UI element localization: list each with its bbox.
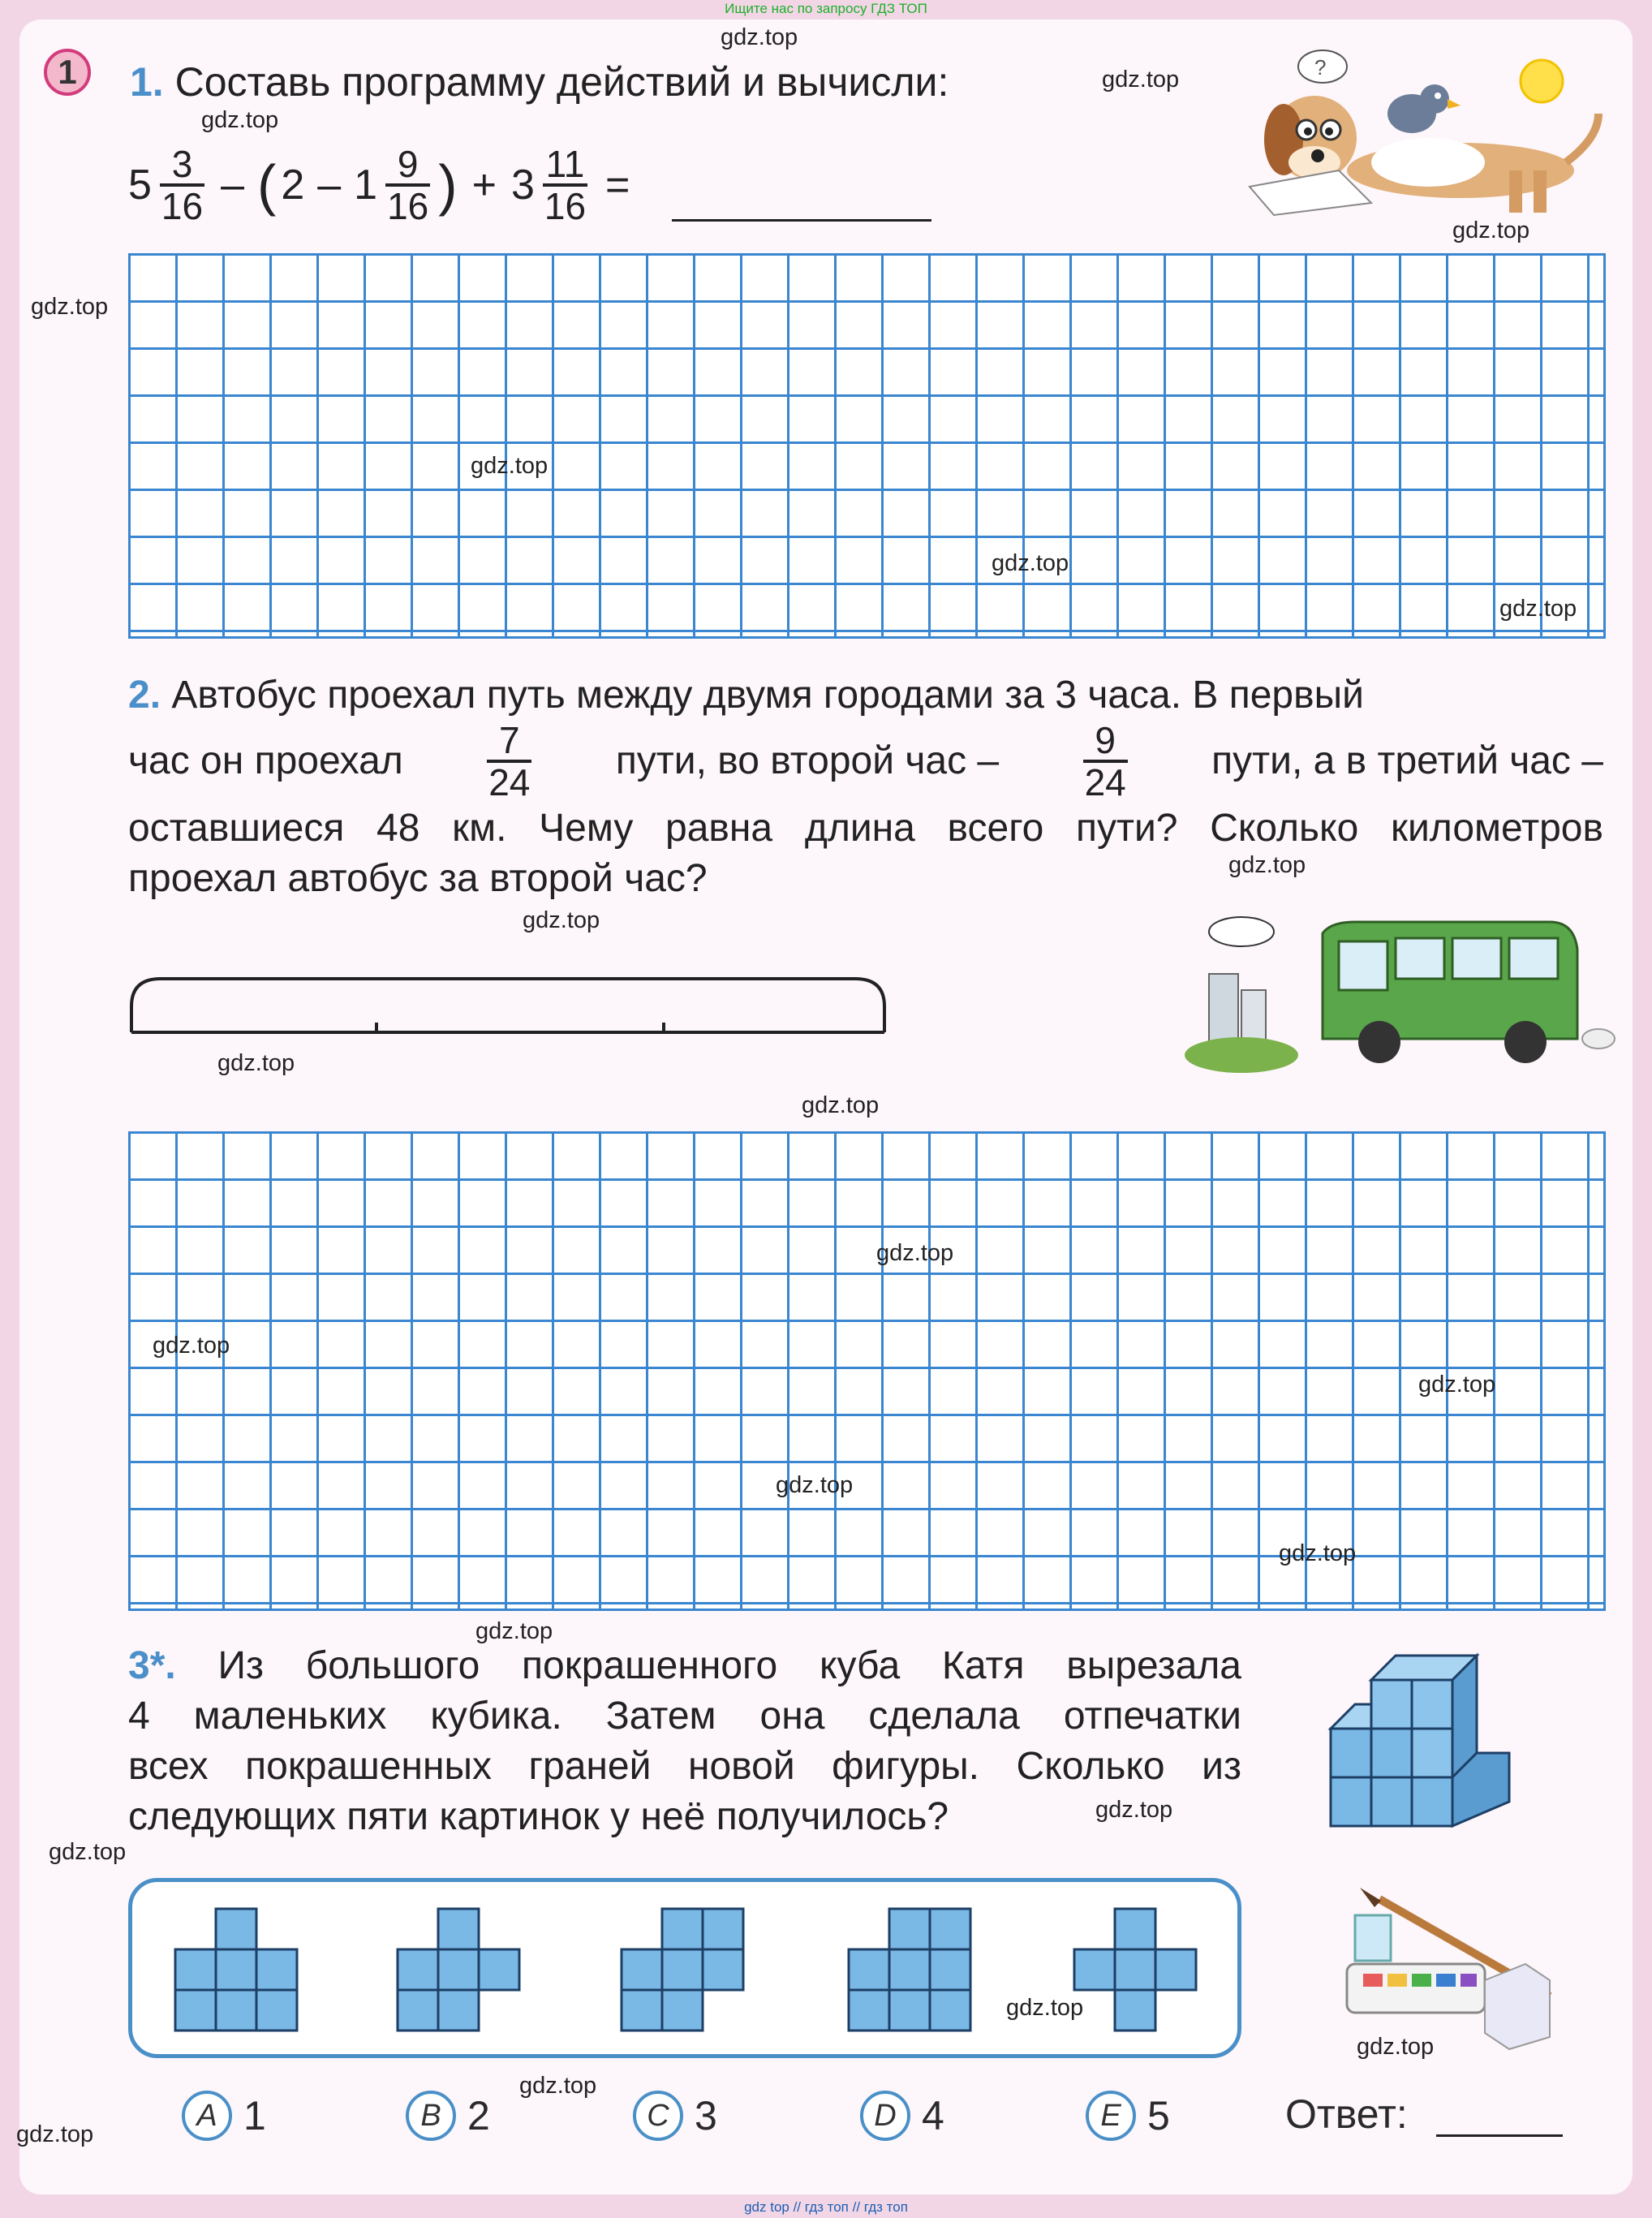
option-a-value: 1: [243, 2093, 266, 2138]
task2-squared-grid[interactable]: [128, 1131, 1606, 1611]
cube-figure-illustration: [1323, 1647, 1542, 1850]
option-b-value: 2: [467, 2093, 490, 2138]
task3-text: Из большого покрашенного куба Катя вырезала: [217, 1644, 1241, 1687]
fraction-9-16: $\frac{9}{16}$: [387, 143, 429, 227]
option-e-value: 5: [1147, 2093, 1170, 2138]
whole-3: 3: [510, 162, 535, 209]
task2-line4: проехал автобус за второй час?: [128, 857, 708, 900]
task3-number: 3*.: [128, 1644, 176, 1687]
option-c-letter: C: [633, 2091, 683, 2141]
paints-illustration: [1331, 1883, 1566, 2053]
task1-squared-grid[interactable]: [128, 253, 1606, 639]
print-picture-3: [622, 1909, 743, 2031]
watermark: gdz.top: [1418, 1372, 1496, 1398]
dog-illustration: [1217, 49, 1607, 219]
option-d[interactable]: [860, 2091, 944, 2141]
watermark: gdz.top: [776, 1472, 854, 1498]
task2-text: час он проехал: [128, 739, 403, 782]
task2-line1: [128, 670, 1603, 721]
option-d-letter: D: [860, 2091, 910, 2141]
task3-line4: следующих пяти картинок у неё получилось?: [128, 1795, 949, 1838]
whole-5: 5: [128, 162, 152, 209]
fraction-7-24: $\frac{7}{24}$: [488, 719, 531, 803]
watermark: gdz.top: [992, 550, 1069, 576]
minus-sign: –: [317, 162, 342, 209]
equals-sign: =: [605, 162, 630, 209]
watermark: gdz.top: [16, 2121, 94, 2147]
watermark: gdz.top: [802, 1092, 880, 1118]
print-picture-1: [175, 1909, 297, 2031]
task2-text: пути, а в третий час –: [1211, 739, 1603, 782]
option-e[interactable]: [1086, 2091, 1170, 2141]
option-d-value: 4: [922, 2093, 944, 2138]
watermark: gdz.top: [471, 453, 549, 479]
fraction-11-16: $\frac{11}{16}$: [544, 143, 587, 227]
option-a[interactable]: [182, 2091, 266, 2141]
svg-text:?: ?: [1314, 55, 1327, 80]
close-paren: ): [438, 153, 458, 217]
task1-answer-line[interactable]: [672, 219, 931, 222]
option-c-value: 3: [695, 2093, 717, 2138]
task2-number: 2.: [128, 674, 161, 717]
task2-line2: [128, 721, 1603, 802]
answer-label: Ответ:: [1285, 2091, 1408, 2137]
plus-sign: +: [471, 162, 497, 209]
page-number-badge: 1: [44, 49, 91, 96]
watermark: gdz.top: [1095, 1797, 1173, 1823]
print-pictures: [128, 1878, 1241, 2058]
route-segment-diagram: [128, 974, 888, 1039]
option-c[interactable]: [633, 2091, 717, 2141]
answer-line[interactable]: [1436, 2134, 1563, 2137]
task1-number: 1.: [130, 59, 164, 105]
watermark: gdz.top: [1279, 1540, 1357, 1566]
minus-sign: –: [221, 162, 245, 209]
watermark: gdz.top: [153, 1333, 230, 1359]
fraction-9-24: $\frac{9}{24}$: [1084, 719, 1126, 803]
task2-text: Автобус проехал путь между двумя городами за 3 часа. В первый: [171, 674, 1364, 717]
watermark: gdz.top: [1228, 852, 1306, 878]
print-picture-4: [849, 1909, 970, 2031]
option-b-letter: B: [406, 2091, 456, 2141]
print-picture-2: [398, 1909, 519, 2031]
watermark: gdz.top: [523, 907, 600, 933]
watermark: gdz.top: [1102, 67, 1180, 93]
watermark: gdz.top: [1357, 2034, 1435, 2060]
whole-1: 1: [354, 162, 378, 209]
watermark: gdz.top: [31, 294, 109, 320]
task3-line2: 4 маленьких кубика. Затем она сделала отпечатки: [128, 1695, 1241, 1738]
task3-line1: [128, 1641, 1241, 1691]
task3-line3: всех покрашенных граней новой фигуры. Сколько из: [128, 1745, 1241, 1788]
option-e-letter: E: [1086, 2091, 1136, 2141]
task2-line3: оставшиеся 48 км. Чему равна длина всего пути? Сколько километров: [128, 807, 1603, 850]
watermark: gdz.top: [1452, 217, 1530, 243]
top-search-note: Ищите нас по запросу ГДЗ ТОП: [725, 1, 927, 16]
watermark: gdz.top: [1499, 596, 1577, 622]
watermark: gdz.top: [1006, 1995, 1084, 2021]
watermark: gdz.top: [201, 107, 279, 133]
task2-text: пути, во второй час –: [615, 739, 1000, 782]
fraction-3-16: $\frac{3}{16}$: [161, 143, 204, 227]
watermark: gdz.top: [217, 1050, 295, 1076]
open-paren: (: [257, 153, 277, 217]
watermark: gdz.top: [519, 2073, 597, 2099]
task1-expression: [128, 144, 630, 226]
option-a-letter: A: [182, 2091, 232, 2141]
task1-heading: [130, 57, 949, 107]
option-b[interactable]: [406, 2091, 490, 2141]
watermark: gdz.top: [475, 1618, 553, 1644]
task1-prompt: Составь программу действий и вычисли:: [174, 59, 949, 105]
bus-illustration: [1193, 909, 1615, 1071]
number-2: 2: [281, 162, 305, 209]
print-picture-5: [1074, 1909, 1196, 2031]
watermark: gdz.top: [49, 1839, 127, 1865]
watermark: gdz.top: [876, 1240, 954, 1266]
watermark: gdz.top: [721, 24, 798, 50]
bottom-footer-note: gdz top // гдз топ // гдз топ: [744, 2199, 908, 2215]
